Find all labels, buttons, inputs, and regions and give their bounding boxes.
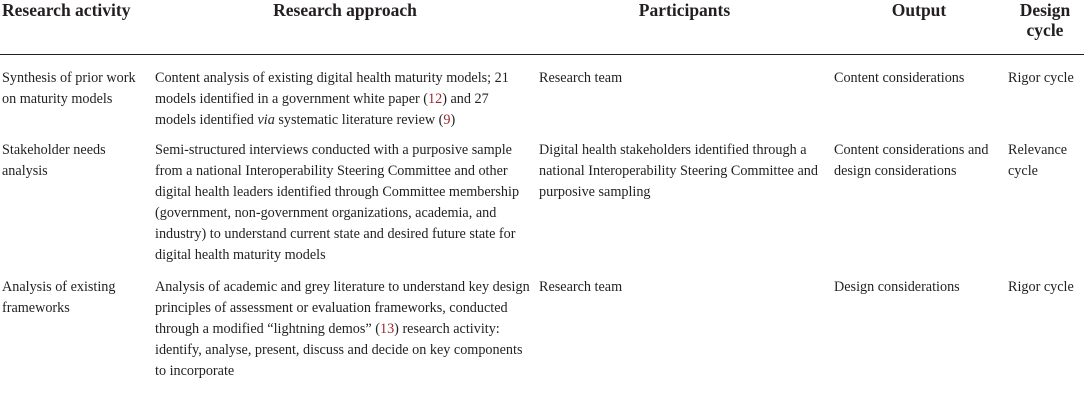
table-row [0, 55, 1084, 132]
cell-output: Content considerations and design considerations [834, 142, 989, 179]
table-row [0, 266, 1084, 382]
header-row [0, 0, 1084, 55]
cell-research-activity: Stakeholder needs analysis [2, 142, 106, 179]
cell-output: Design considerations [834, 279, 960, 295]
cell-design-cycle: Rigor cycle [1008, 279, 1074, 295]
approach-text: ) and 27 models identified [155, 91, 489, 128]
header-design-cycle: Design cycle [1006, 0, 1084, 55]
citation-link[interactable]: 13 [379, 321, 395, 337]
header-research-activity: Research activity [0, 0, 153, 55]
header-output: Output [832, 0, 1006, 55]
approach-italic-text: via [257, 112, 275, 128]
cell-research-approach [153, 55, 537, 132]
cell-participants: Digital health stakeholders identified through a national Interoperability Steering Committee and purposive sampling [539, 142, 818, 200]
cell-participants: Research team [539, 279, 623, 295]
cell-design-cycle: Rigor cycle [1008, 70, 1074, 86]
header-research-approach: Research approach [153, 0, 537, 55]
cell-research-approach: Semi-structured interviews conducted with a purposive sample from a national Interoperability Steering Committee and other digital health leaders identified through Committee membership (government, non-government organizations, academia, and industry) to understand current state and desired future state for digital health maturity models [155, 142, 520, 263]
approach-text: ) research activity: identify, analyse, present, discuss and decide on key components to incorporate [155, 321, 523, 379]
citation-link[interactable]: 12 [428, 91, 443, 107]
approach-text: systematic literature review ( [274, 112, 444, 128]
table-header [0, 0, 1084, 55]
cell-design-cycle: Relevance cycle [1008, 142, 1068, 179]
cell-research-activity: Analysis of existing frameworks [2, 279, 116, 316]
header-participants: Participants [537, 0, 832, 55]
cell-research-approach [153, 266, 537, 382]
approach-text: ) [450, 112, 456, 128]
citation-link[interactable]: 9 [443, 112, 451, 128]
table-row [0, 131, 1084, 266]
cell-research-activity: Synthesis of prior work on maturity models [2, 70, 136, 107]
cell-output: Content considerations [834, 70, 965, 86]
approach-text: Analysis of academic and grey literature to understand key design principles of assessment or evaluation frameworks, conducted through a modified “lightning demos” ( [155, 279, 530, 337]
cell-participants: Research team [539, 70, 623, 86]
approach-text: Content analysis of existing digital health maturity models; 21 models identified in a government white paper ( [155, 70, 509, 107]
table-body [0, 55, 1084, 383]
